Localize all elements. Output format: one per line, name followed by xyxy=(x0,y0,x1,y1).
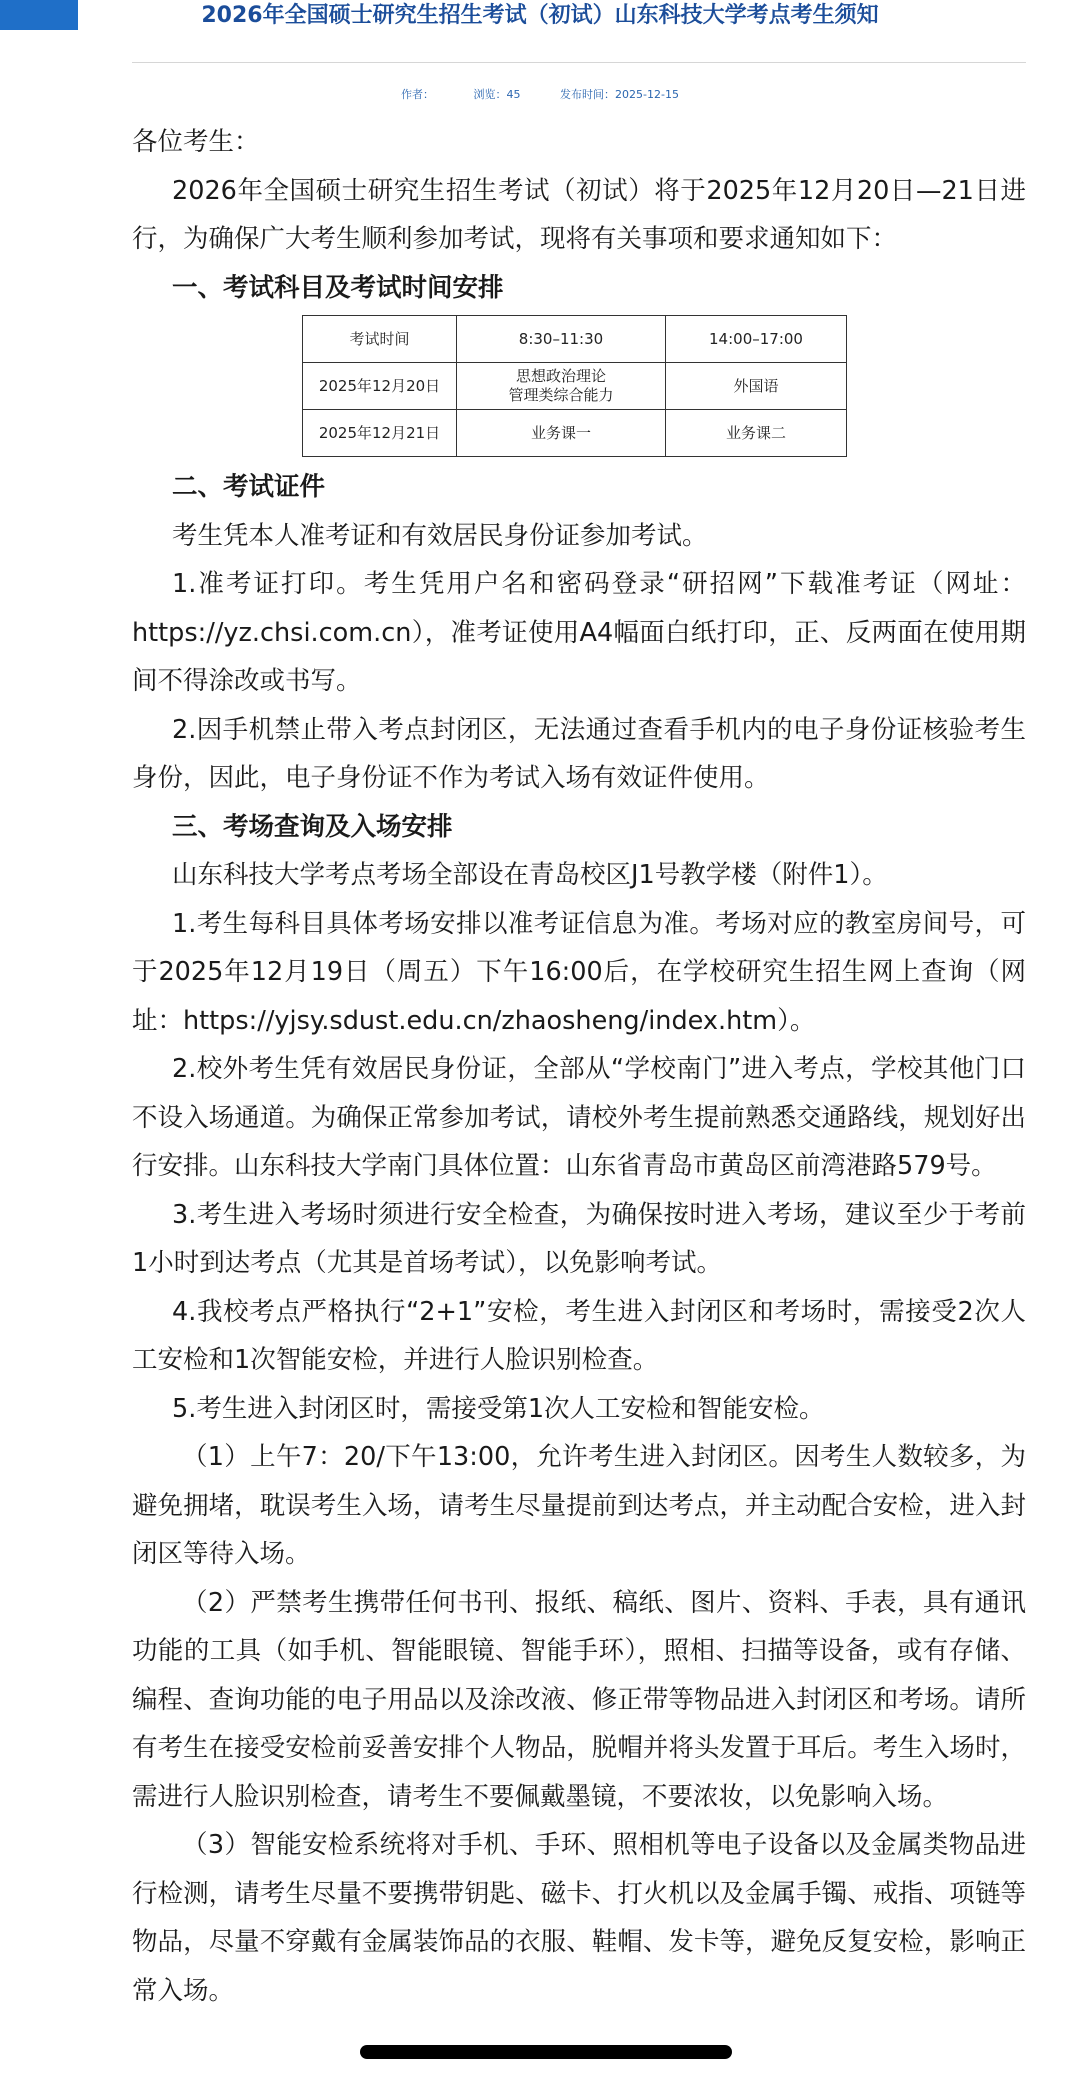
table-row xyxy=(303,363,847,410)
home-indicator-bar[interactable] xyxy=(360,2045,732,2059)
paragraph: 1.准考证打印。考生凭用户名和密码登录“研招网”下载准考证（网址：https://yz.chsi.com.cn），准考证使用A4幅面白纸打印，正、反两面在使用期间不得涂改或书写。 xyxy=(132,569,1026,696)
table-cell xyxy=(457,363,666,410)
table-cell: 业务课一 xyxy=(457,410,666,457)
table-cell: 外国语 xyxy=(666,363,847,410)
paragraph: 5.考生进入封闭区时，需接受第1次人工安检和智能安检。 xyxy=(172,1393,825,1424)
section-heading-2: 二、考试证件 xyxy=(172,472,326,502)
table-cell: 2025年12月20日 xyxy=(303,363,457,410)
paragraph: 考生凭本人准考证和有效居民身份证参加考试。 xyxy=(172,520,708,551)
table-row xyxy=(303,410,847,457)
paragraph: （3）智能安检系统将对手机、手环、照相机等电子设备以及金属类物品进行检测，请考生尽量不要携带钥匙、磁卡、打火机以及金属手镯、戒指、项链等物品，尽量不穿戴有金属装饰品的衣服、鞋帽、发卡等，避免反复安检，影响正常入场。 xyxy=(132,1830,1026,2006)
publish-date: 发布时间：2025-12-15 xyxy=(560,88,679,101)
author-label: 作者： xyxy=(401,88,435,101)
paragraph: 1.考生每科目具体考场安排以准考证信息为准。考场对应的教室房间号，可于2025年12月19日（周五）下午16:00后，在学校研究生招生网上查询（网址：https://yjsy.sdust.edu.cn/zhaosheng/index.htm）。 xyxy=(132,908,1026,1036)
paragraph: 3.考生进入考场时须进行安全检查，为确保按时进入考场，建议至少于考前1小时到达考点（尤其是首场考试），以免影响考试。 xyxy=(132,1199,1026,1278)
section-heading-3: 三、考场查询及入场安排 xyxy=(172,811,453,842)
table-cell: 2025年12月21日 xyxy=(303,410,457,457)
subject-management: 管理类综合能力 xyxy=(508,386,614,404)
table-cell: 业务课二 xyxy=(666,410,847,457)
paragraph: 2.校外考生凭有效居民身份证，全部从“学校南门”进入考点，学校其他门口不设入场通道。为确保正常参加考试，请校外考生提前熟悉交通路线，规划好出行安排。山东科技大学南门具体位置：山东省青岛市黄岛区前湾港路579号。 xyxy=(132,1054,1026,1181)
paragraph: 2.因手机禁止带入考点封闭区，无法通过查看手机内的电子身份证核验考生身份，因此，电子身份证不作为考试入场有效证件使用。 xyxy=(132,714,1026,793)
article-body xyxy=(132,118,1026,2015)
paragraph: （1）上午7：20/下午13:00，允许考生进入封闭区。因考生人数较多，为避免拥堵，耽误考生入场，请考生尽量提前到达考点，并主动配合安检，进入封闭区等待入场。 xyxy=(132,1442,1026,1569)
greeting: 各位考生： xyxy=(132,127,260,157)
table-header-row xyxy=(303,316,847,363)
intro-paragraph: 2026年全国硕士研究生招生考试（初试）将于2025年12月20日—21日进行，为确保广大考生顺利参加考试，现将有关事项和要求通知如下： xyxy=(132,175,1026,254)
page-title: 2026年全国硕士研究生招生考试（初试）山东科技大学考点考生须知 xyxy=(201,3,879,28)
title-divider xyxy=(132,62,1026,63)
table-cell: 8:30–11:30 xyxy=(457,316,666,363)
exam-schedule-table xyxy=(302,315,847,457)
table-cell: 14:00–17:00 xyxy=(666,316,847,363)
article-meta xyxy=(0,86,1080,102)
paragraph: 山东科技大学考点考场全部设在青岛校区J1号教学楼（附件1）。 xyxy=(172,860,888,890)
paragraph: 4.我校考点严格执行“2+1”安检，考生进入封闭区和考场时，需接受2次人工安检和1次智能安检，并进行人脸识别检查。 xyxy=(132,1296,1026,1375)
section-heading-1: 一、考试科目及考试时间安排 xyxy=(172,272,504,303)
subject-politics: 思想政治理论 xyxy=(515,367,606,385)
table-cell: 考试时间 xyxy=(303,316,457,363)
paragraph: （2）严禁考生携带任何书刊、报纸、稿纸、图片、资料、手表，具有通讯功能的工具（如手机、智能眼镜、智能手环），照相、扫描等设备，或有存储、编程、查询功能的电子用品以及涂改液、修正带等物品进入封闭区和考场。请所有考生在接受安检前妥善安排个人物品，脱帽并将头发置于耳后。考生入场时，需进行人脸识别检查，请考生不要佩戴墨镜，不要浓妆，以免影响入场。 xyxy=(132,1587,1026,1812)
views-count: 浏览：45 xyxy=(473,88,521,101)
